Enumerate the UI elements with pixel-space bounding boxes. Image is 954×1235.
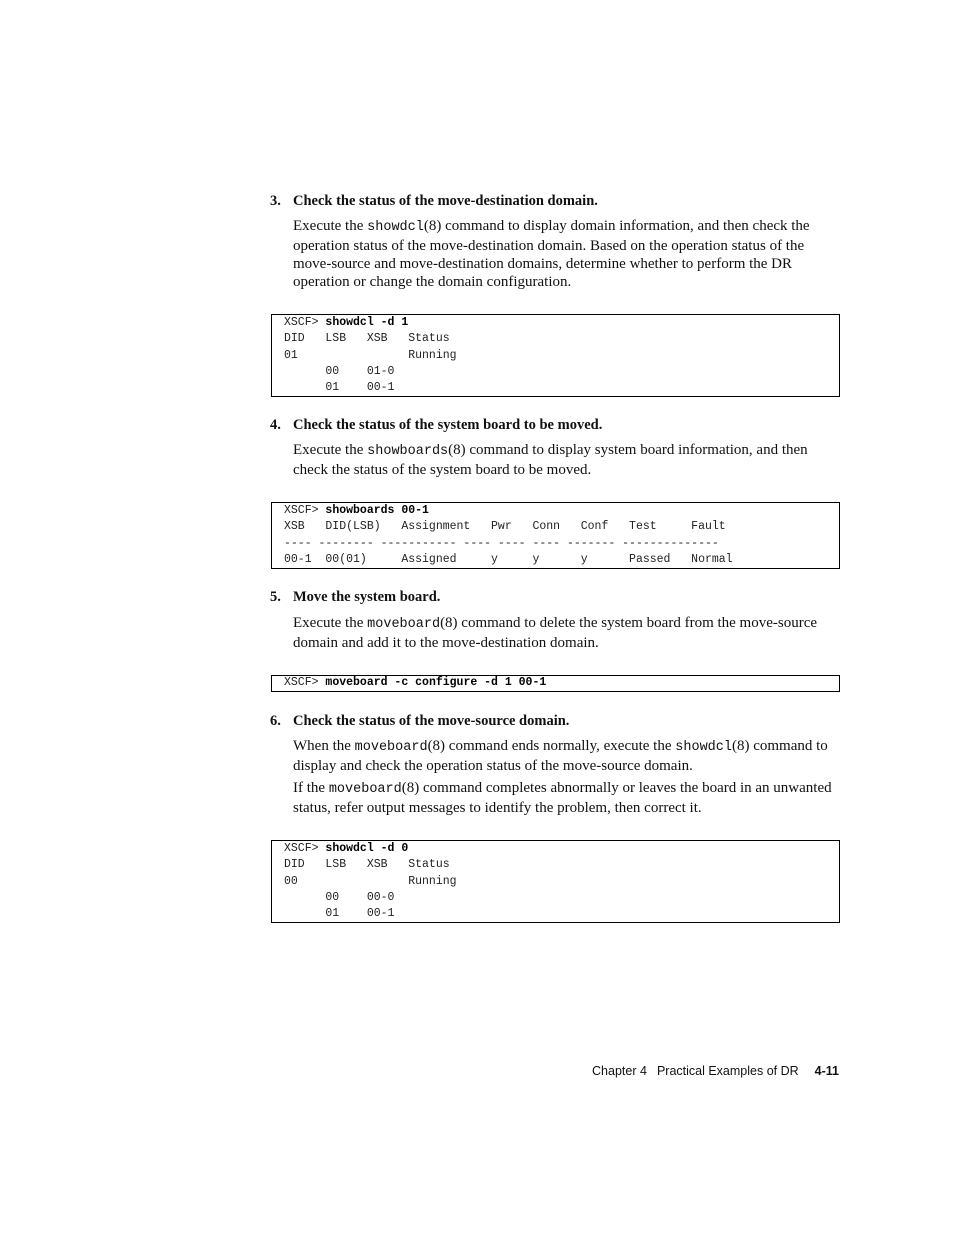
command-name: showdcl: [367, 220, 424, 235]
command-input: showboards 00-1: [325, 504, 429, 517]
prompt: XSCF>: [284, 676, 326, 689]
page-number: 4-11: [814, 1064, 839, 1078]
code-line: 00-1 00(01) Assigned y y y Passed Normal: [284, 552, 733, 566]
code-line: ---- -------- ----------- ---- ---- ---- ------- --------------: [284, 536, 719, 550]
step-title: Move the system board.: [293, 589, 441, 605]
code-line: 01 00-1: [284, 907, 395, 921]
step-number: 3.: [270, 193, 281, 209]
code-line: 00 01-0: [284, 364, 395, 378]
footer-chapter-title: Practical Examples of DR: [656, 1064, 799, 1078]
step-4-paragraph: Execute the showboards(8) command to display system board information, and then check the status of the system board to be moved.: [293, 442, 808, 478]
code-line: 01 Running: [284, 348, 457, 362]
code-example-moveboard: [271, 675, 840, 692]
step-5-paragraph: Execute the moveboard(8) command to delete the system board from the move-source domain and add it to the move-destination domain.: [293, 615, 818, 651]
command-name: moveboard: [354, 740, 428, 755]
prompt: XSCF>: [284, 504, 326, 517]
step-number: 5.: [270, 589, 281, 605]
code-line: DID LSB XSB Status: [284, 858, 450, 872]
step-5-heading: [270, 589, 440, 606]
prompt: XSCF>: [284, 316, 326, 329]
command-name: showboards: [367, 444, 449, 459]
command-name: moveboard: [367, 617, 441, 632]
footer-chapter: Chapter 4: [592, 1064, 647, 1078]
command-input: moveboard -c configure -d 1 00-1: [325, 676, 547, 689]
command-name: moveboard: [328, 782, 402, 797]
page-footer: [592, 1064, 839, 1078]
code-line: DID LSB XSB Status: [284, 332, 450, 346]
step-3-paragraph: Execute the showdcl(8) command to display domain information, and then check the operation status of the move-destination domain. Based on the operation status of the move-source and move-destination domains, determine whether to perform the DR operation or change the domain configuration.: [293, 218, 810, 290]
command-name: showdcl: [675, 740, 732, 755]
code-line: XSB DID(LSB) Assignment Pwr Conn Conf Test Fault: [284, 520, 726, 534]
code-example-showdcl-d0: [271, 840, 840, 923]
step-6-heading: [270, 713, 569, 730]
code-example-showboards: [271, 502, 840, 569]
command-input: showdcl -d 0: [325, 842, 409, 855]
step-title: Check the status of the move-source domain.: [293, 713, 570, 729]
step-number: 6.: [270, 713, 281, 729]
step-title: Check the status of the system board to be moved.: [293, 417, 603, 433]
code-line: 00 Running: [284, 874, 457, 888]
command-input: showdcl -d 1: [325, 316, 409, 329]
code-line: 00 00-0: [284, 890, 395, 904]
step-6-paragraph-1: When the moveboard(8) command ends normally, execute the showdcl(8) command to display and check the operation status of the move-source domain.: [293, 738, 828, 774]
step-number: 4.: [270, 417, 281, 433]
code-example-showdcl-d1: [271, 314, 840, 397]
step-6-paragraph-2: If the moveboard(8) command completes abnormally or leaves the board in an unwanted status, refer output messages to identify the problem, then correct it.: [293, 780, 832, 816]
prompt: XSCF>: [284, 842, 326, 855]
step-3-heading: [270, 193, 598, 210]
step-title: Check the status of the move-destination domain.: [293, 193, 598, 209]
code-line: 01 00-1: [284, 381, 395, 395]
step-4-heading: [270, 417, 602, 434]
